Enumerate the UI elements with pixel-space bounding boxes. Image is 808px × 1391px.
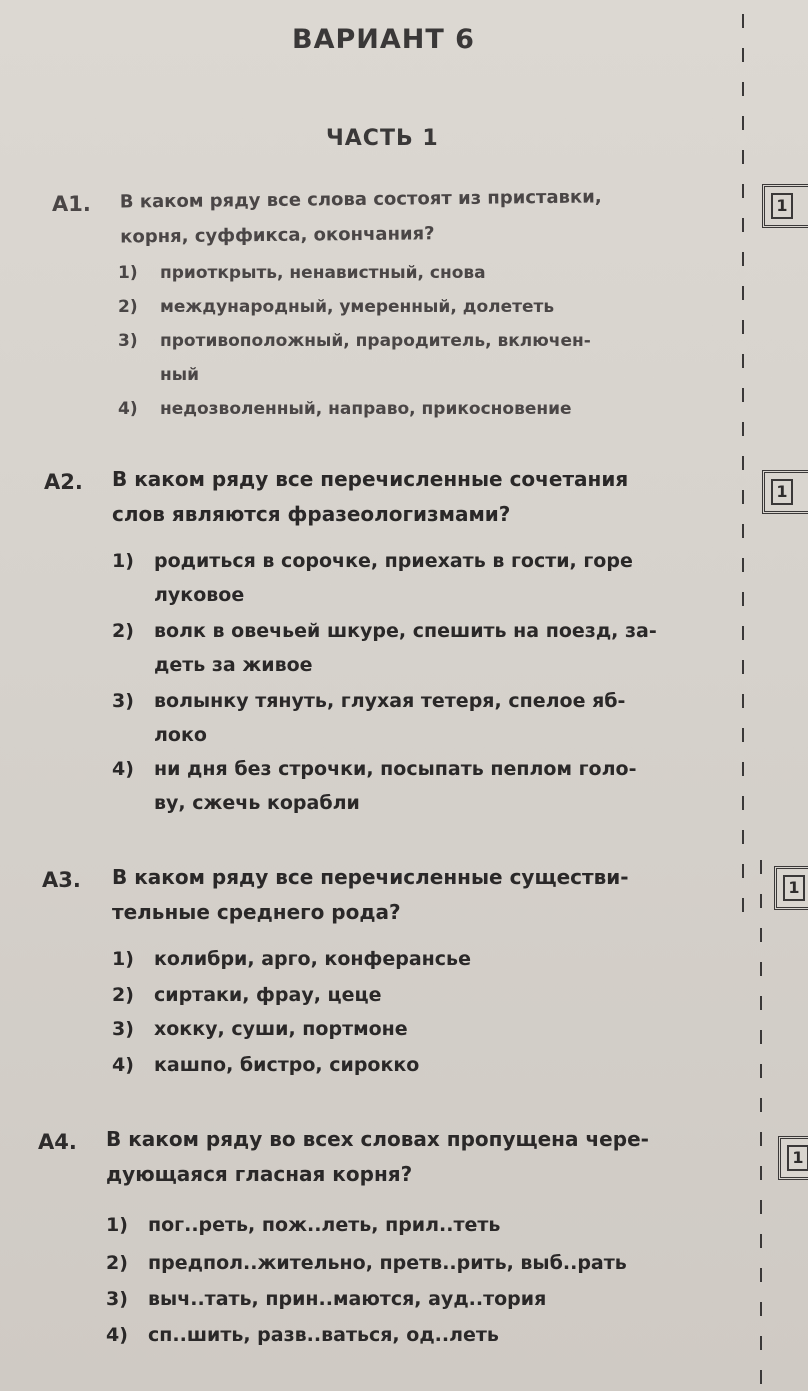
- question-number: А4.: [38, 1130, 77, 1154]
- answer-box-number: 1: [783, 875, 805, 901]
- question-number: А3.: [42, 868, 81, 892]
- question-number: А2.: [44, 470, 83, 494]
- answer-box-a4[interactable]: [778, 1136, 808, 1180]
- answer-box-a2[interactable]: [762, 470, 808, 514]
- question-text: В каком ряду во всех словах пропущена чере- дующаяся гласная корня?: [106, 1127, 649, 1186]
- question-text: В каком ряду все слова состоят из приставки, корня, суффикса, окончания?: [119, 186, 602, 248]
- cut-line: [742, 14, 744, 914]
- answer-box-number: 1: [787, 1145, 808, 1171]
- answer-box-number: 1: [771, 193, 793, 219]
- part-heading: ЧАСТЬ 1: [326, 126, 439, 151]
- answer-box-a1[interactable]: [762, 184, 808, 228]
- question-text: В каком ряду все перечисленные существи- тельные среднего рода?: [112, 865, 629, 924]
- question-number: А1.: [52, 192, 91, 216]
- cut-line: [760, 860, 762, 1391]
- variant-title: ВАРИАНТ 6: [292, 24, 475, 55]
- answer-box-a3[interactable]: [774, 866, 808, 910]
- question-text: В каком ряду все перечисленные сочетания слов являются фразеологизмами?: [112, 467, 629, 526]
- answer-box-number: 1: [771, 479, 793, 505]
